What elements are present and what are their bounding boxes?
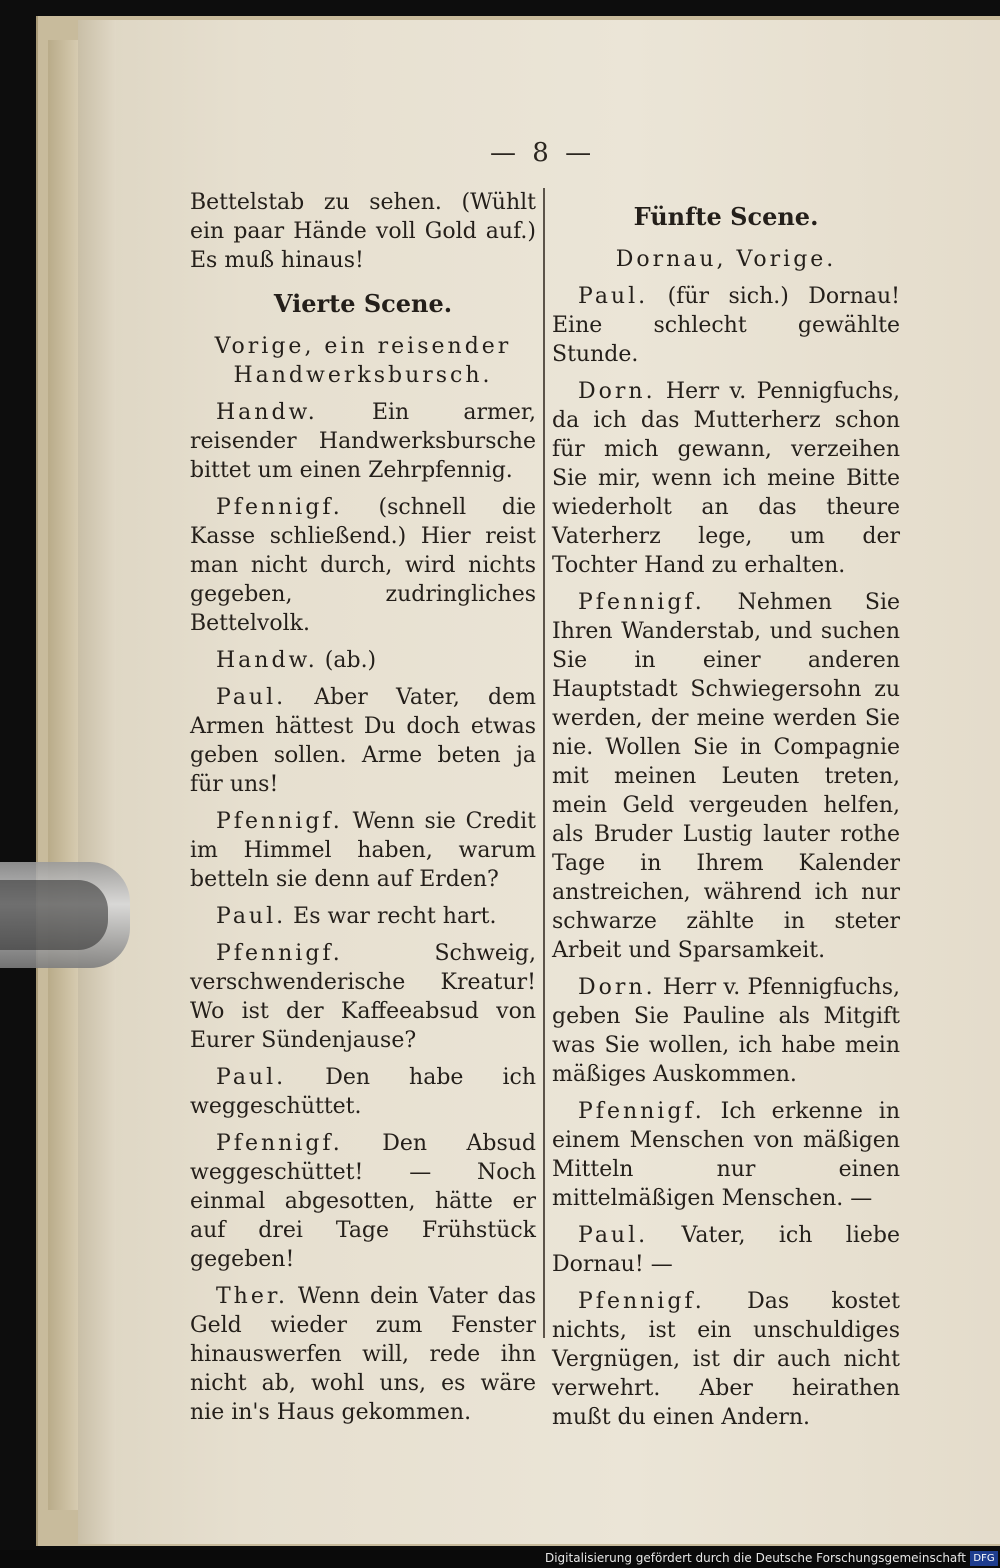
speaker-name: Pfennigf.	[216, 495, 343, 520]
dialogue-text: Wenn dein Vater das Geld wieder zum Fenster hinauswerfen will, rede ihn nicht ab, wohl uns, es wäre nie in's Haus gekommen.	[190, 1284, 536, 1425]
dialogue-text: (schnell die Kasse schließend.) Hier reist man nicht durch, wird nichts gegeben, zudringliches Bettelvolk.	[190, 495, 536, 636]
dialogue-line	[190, 646, 536, 675]
dialogue-text: Ich erkenne in einem Menschen von mäßigen Mitteln nur einen mittelmäßigen Menschen. —	[552, 1099, 900, 1211]
speaker-name: Paul.	[216, 1065, 287, 1090]
scene-cast: Dornau, Vorige.	[615, 247, 837, 272]
speaker-name: Paul.	[216, 685, 287, 710]
speaker-name: Paul.	[578, 1223, 649, 1248]
dialogue-text: Es war recht hart.	[293, 904, 497, 929]
left-column	[190, 188, 536, 1435]
speaker-name: Pfennigf.	[578, 1289, 705, 1314]
dialogue-line	[552, 1097, 900, 1213]
dialogue-text: Wenn sie Credit im Himmel haben, warum betteln sie denn auf Erden?	[190, 809, 536, 892]
speaker-name: Dorn.	[578, 975, 656, 1000]
scene-heading: Vierte Scene.	[273, 289, 453, 318]
dialogue-list	[552, 282, 900, 1432]
paragraph: Bettelstab zu sehen. (Wühlt ein paar Hände voll Gold auf.) Es muß hinaus!	[190, 190, 536, 273]
speaker-name: Dorn.	[578, 379, 656, 404]
dialogue-text: Vater, ich liebe Dornau! —	[552, 1223, 900, 1277]
dialogue-text: Den habe ich weggeschüttet.	[190, 1065, 536, 1119]
speaker-name: Paul.	[216, 904, 287, 929]
dialogue-text: Herr v. Pfennigfuchs, geben Sie Pauline als Mitgift was Sie wollen, ich habe mein mäßiges Auskommen.	[552, 975, 900, 1087]
speaker-name: Handw.	[216, 648, 318, 673]
dialogue-line	[190, 939, 536, 1055]
dialogue-line	[552, 377, 900, 580]
scene-heading: Fünfte Scene.	[633, 202, 819, 231]
page-number: — 8 —	[490, 138, 596, 168]
column-divider	[543, 188, 545, 1338]
funding-credit: Digitalisierung gefördert durch die Deutsche Forschungsgemeinschaft	[544, 1551, 966, 1565]
speaker-name: Paul.	[578, 284, 649, 309]
dialogue-line	[552, 588, 900, 965]
speaker-name: Pfennigf.	[216, 809, 343, 834]
binding-clip-shadow	[0, 880, 108, 950]
dfg-logo: DFG	[970, 1551, 998, 1566]
dialogue-line	[190, 1282, 536, 1427]
dialogue-text: (für sich.) Dornau! Eine schlecht gewählte Stunde.	[552, 284, 900, 367]
dialogue-line	[190, 398, 536, 485]
dialogue-line	[552, 1221, 900, 1279]
dialogue-line	[552, 282, 900, 369]
dialogue-text: (ab.)	[324, 648, 377, 673]
dialogue-text: Herr v. Pennigfuchs, da ich das Mutterherz schon für mich gewann, verzeihen Sie mir, wenn ich meine Bitte wiederholt an das theure Vaterherz lege, um der Tochter Hand zu erhalten.	[552, 379, 900, 578]
dialogue-line	[190, 1129, 536, 1274]
right-column	[552, 188, 900, 1440]
dialogue-line	[552, 1287, 900, 1432]
dialogue-line	[552, 973, 900, 1089]
page-gutter	[78, 20, 116, 1544]
dialogue-line	[190, 902, 536, 931]
dialogue-text: Den Absud weggeschüttet! — Noch einmal abgesotten, hätte er auf drei Tage Frühstück gegeben!	[190, 1131, 536, 1272]
speaker-name: Handw.	[216, 400, 318, 425]
speaker-name: Pfennigf.	[216, 1131, 343, 1156]
dialogue-text: Nehmen Sie Ihren Wanderstab, und suchen Sie in einer anderen Hauptstadt Schwiegersohn zu werden, der meine werden Sie nie. Wollen Sie in Compagnie mit meinen Leuten treten, mein Geld vergeuden helfen, als Bruder Lustig lauter rothe Tage in Ihrem Kalender anstreichen, während ich nur schwarze zählte in steter Arbeit und Sparsamkeit.	[552, 590, 901, 963]
dialogue-line	[190, 807, 536, 894]
dialogue-list	[190, 398, 536, 1427]
dialogue-line	[190, 683, 536, 799]
dialogue-text: Aber Vater, dem Armen hättest Du doch etwas geben sollen. Arme beten ja für uns!	[190, 685, 536, 797]
scene-cast: Vorige, ein reisender Handwerksbursch.	[214, 334, 512, 388]
dialogue-line	[190, 493, 536, 638]
cover-edge	[48, 40, 78, 1510]
speaker-name: Pfennigf.	[578, 1099, 705, 1124]
speaker-name: Ther.	[216, 1284, 288, 1309]
dialogue-text: Ein armer, reisender Handwerksbursche bittet um einen Zehrpfennig.	[190, 400, 536, 483]
speaker-name: Pfennigf.	[578, 590, 705, 615]
dialogue-text: Das kostet nichts, ist ein unschuldiges Vergnügen, ist dir auch nicht verwehrt. Aber heirathen mußt du einen Andern.	[552, 1289, 901, 1430]
dialogue-text: Schweig, verschwenderische Kreatur! Wo ist der Kaffeeabsud von Eurer Sündenjause?	[190, 941, 536, 1053]
speaker-name: Pfennigf.	[216, 941, 343, 966]
dialogue-line	[190, 1063, 536, 1121]
